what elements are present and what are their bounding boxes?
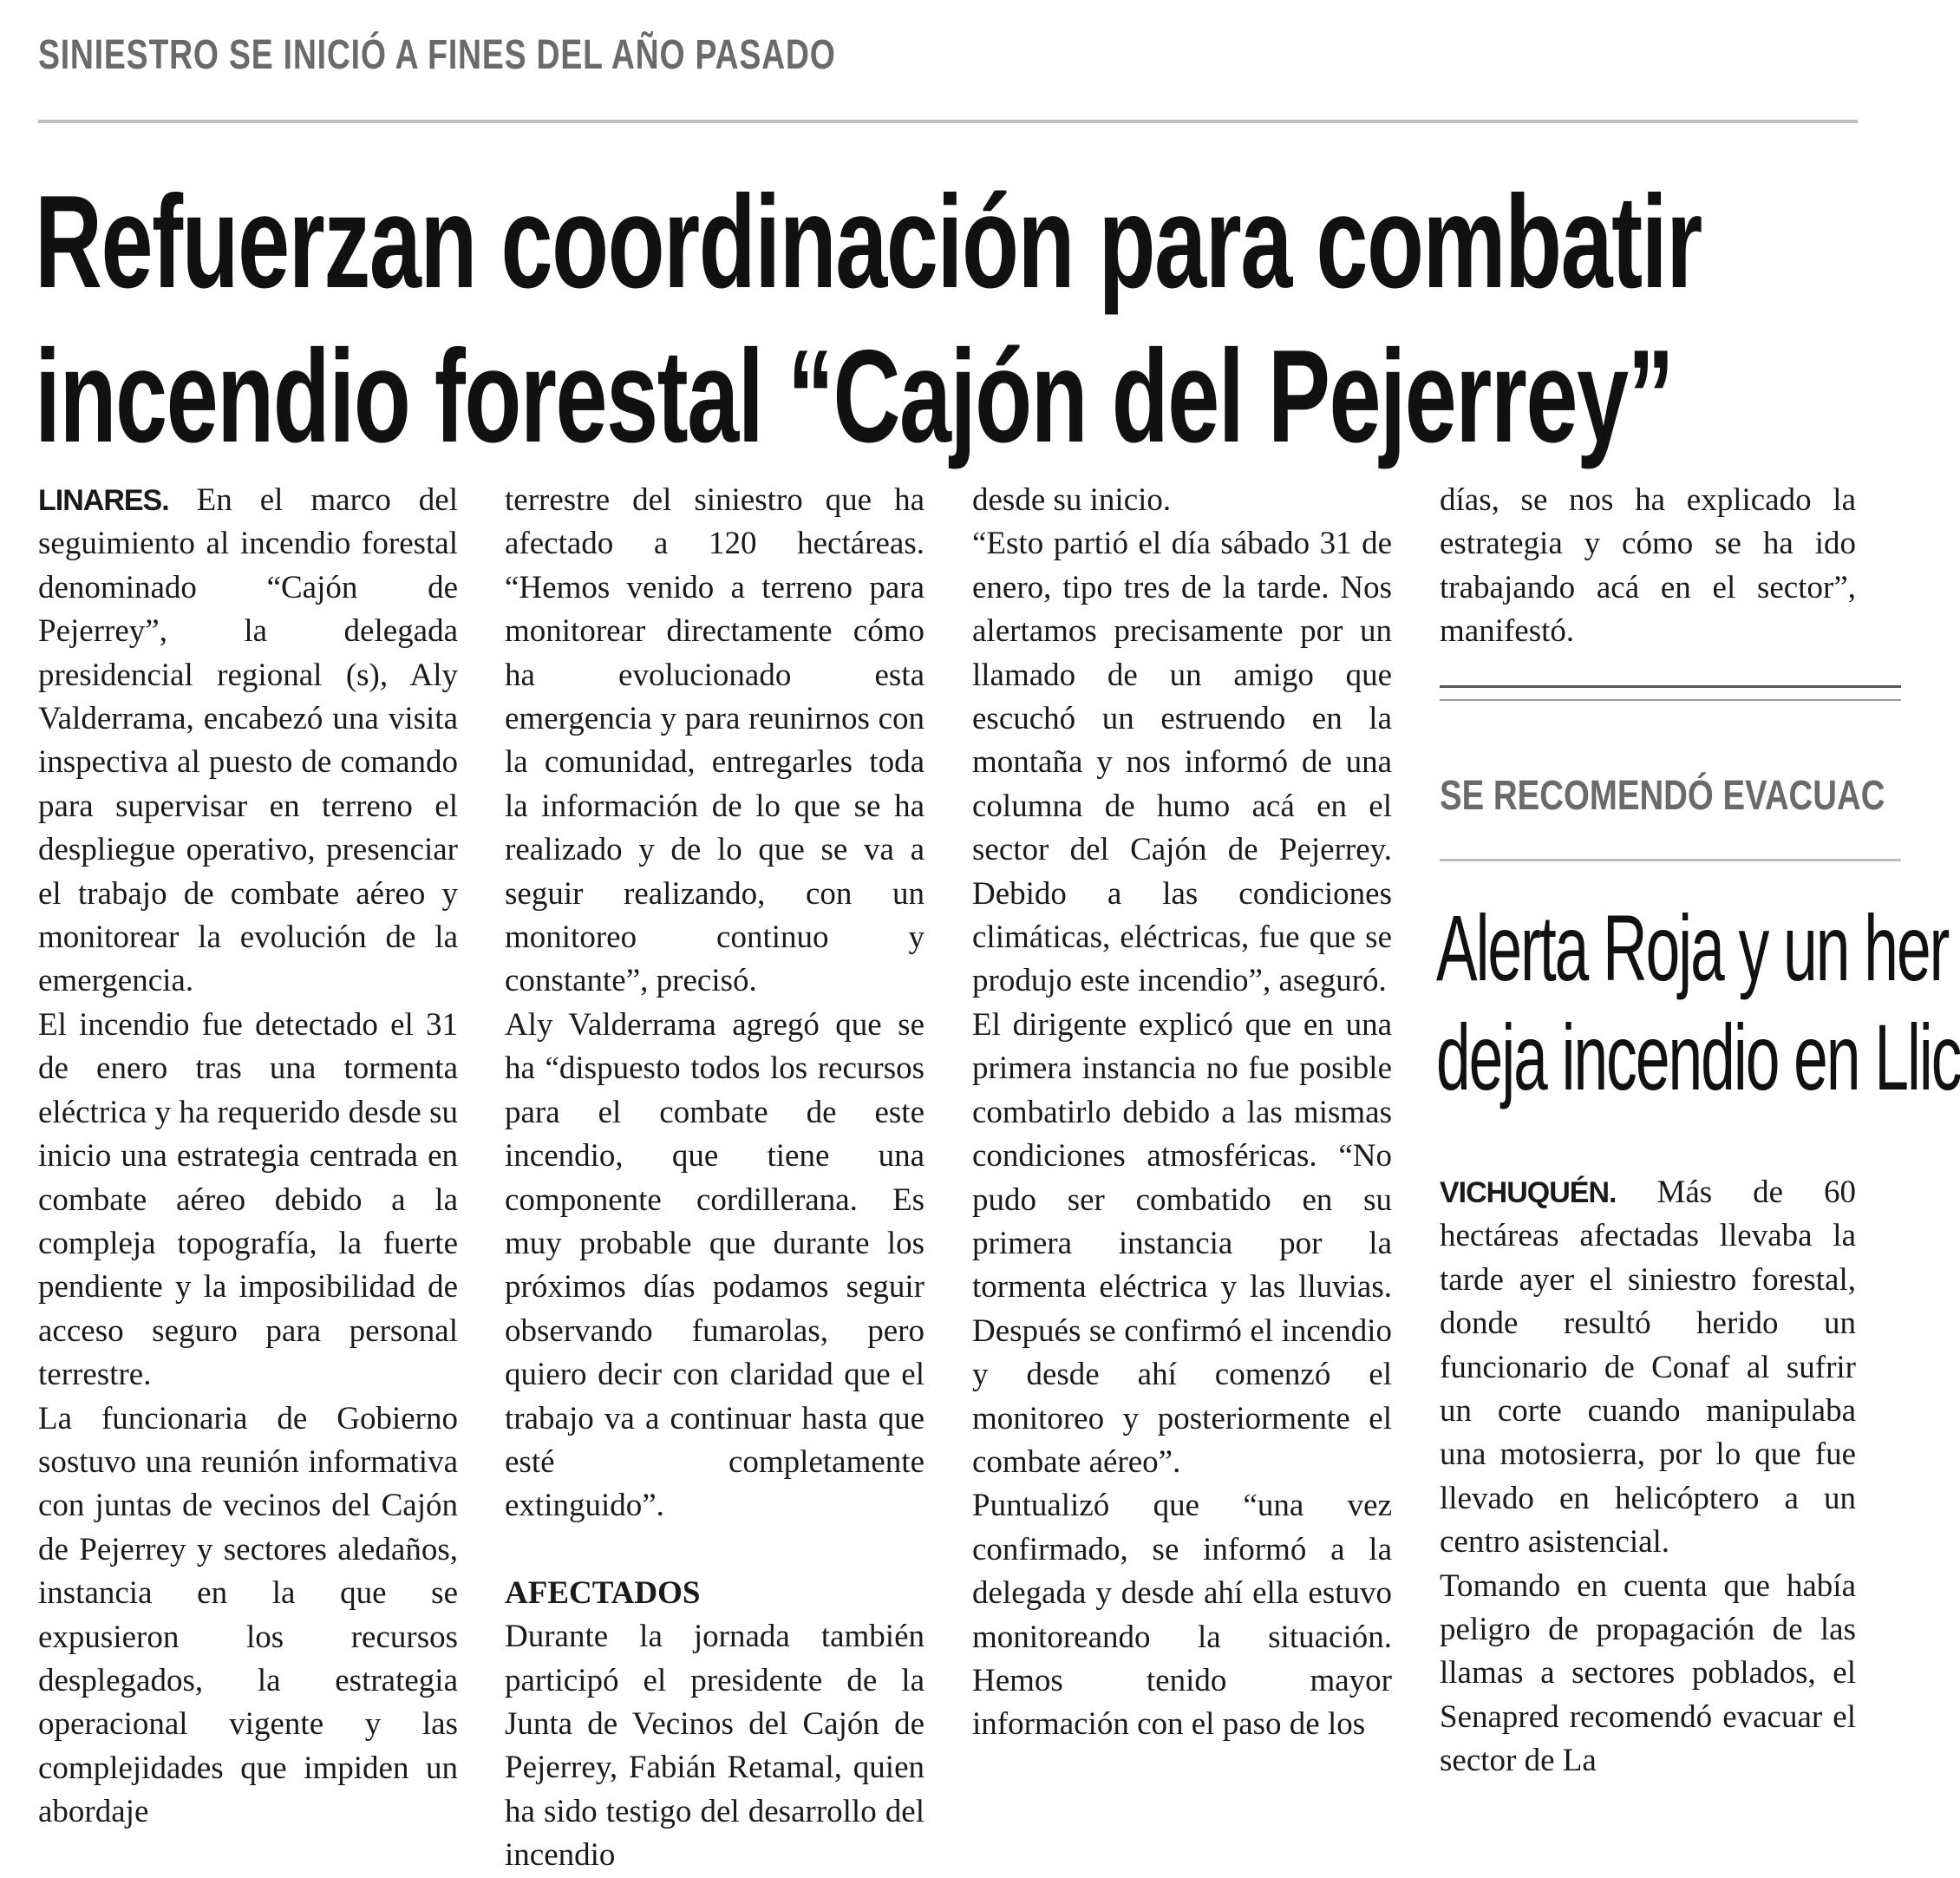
dateline: LINARES. [38,484,169,517]
article-headline [35,165,1759,474]
side-article-body [1440,1171,1856,1783]
paragraph: desde su inicio. [972,482,1172,518]
paragraph-text: En el marco del seguimiento al incendio forestal denominado “Cajón de Pejerrey”, la delegada presidencial regional (s), Aly Valderrama, encabezó una visita inspectiva al puesto de comando para supervisar en terreno el despliegue operativo, presenciar el trabajo de combate aéreo y monitorear la evolución de la emergencia. [38,482,459,999]
article-column-3 [972,479,1392,1747]
side-divider [1440,685,1901,688]
side-article-kicker: SE RECOMENDÓ EVACUAC [1440,773,1885,819]
paragraph [1440,1171,1856,1565]
section-subhead: AFECTADOS [505,1574,701,1611]
paragraph: Tomando en cuenta que había peligro de propagación de las llamas a sectores poblados, el Senapred recomendó evacuar el sector de La [1440,1567,1856,1779]
paragraph: Durante la jornada también participó el presidente de la Junta de Vecinos del Cajón de Pejerrey, Fabián Retamal, quien ha sido testigo del desarrollo del incendio [505,1619,924,1874]
article-kicker: SINIESTRO SE INICIÓ A FINES DEL AÑO PASADO [38,32,836,78]
side-headline-line-1: Alerta Roja y un her [1436,895,1949,1000]
paragraph: Puntualizó que “una vez confirmado, se informó a la delegada y desde ahí ella estuvo monitoreando la situación. Hemos tenido mayor información con el paso de los [972,1488,1392,1743]
paragraph: días, se nos ha explicado la estrategia y cómo se ha ido trabajando acá en el sector”, manifestó. [1440,482,1856,650]
article-column-1 [38,479,458,1835]
paragraph: terrestre del siniestro que ha afectado a 120 hectáreas. “Hemos venido a terreno para monitorear directamente cómo ha evolucionado esta emergencia y para reunirnos con la comunidad, entregarles toda la información de lo que se ha realizado y de lo que se va a seguir realizando, con un monitoreo continuo y constante”, precisó. [505,482,924,999]
paragraph: El dirigente explicó que en una primera instancia no fue posible combatirlo debido a las mismas condiciones atmosféricas. “No pudo ser combatido en su primera instancia por la tormenta eléctrica y las lluvias. Después se confirmó el incendio y desde ahí comenzó el monitoreo y posteriormente el combate aéreo”. [972,1006,1392,1480]
side-headline-line-2: deja incendio en Llic [1436,1004,1960,1109]
paragraph: El incendio fue detectado el 31 de enero tras una tormenta eléctrica y ha requerido desde su inicio una estrategia centrada en combate aéreo debido a la compleja topografía, la fuerte pendiente y la imposibilidad de acceso seguro para personal terrestre. [38,1006,458,1393]
side-dateline: VICHUQUÉN. [1440,1176,1617,1209]
paragraph: “Esto partió el día sábado 31 de enero, tipo tres de la tarde. Nos alertamos precisamente por un llamado de un amigo que escuchó un estruendo en la montaña y nos informó de una columna de humo acá en el sector del Cajón de Pejerrey. Debido a las condiciones climáticas, eléctricas, fue que se produjo este incendio”, aseguró. [972,526,1392,999]
side-divider-thin [1440,699,1901,701]
top-divider [38,120,1858,123]
side-article-headline [1436,893,1960,1112]
paragraph: La funcionaria de Gobierno sostuvo una reunión informativa con juntas de vecinos del Cajón de Pejerrey y sectores aledaños, instancia en la que se expusieron los recursos desplegados, la estrategia operacional vigente y las complejidades que impiden un abordaje [38,1400,458,1830]
headline-line-2: incendio forestal “Cajón del Pejerrey” [35,323,1674,470]
paragraph-text: Más de 60 hectáreas afectadas llevaba la tarde ayer el siniestro forestal, donde resultó herido un funcionario de Conaf al sufrir un corte cuando manipulaba una motosierra, por lo que fue llevado en helicóptero a un centro asistencial. [1440,1175,1856,1561]
article-column-2 [505,479,924,1878]
article-column-4 [1440,479,1856,654]
side-kicker-divider [1440,859,1901,861]
paragraph: Aly Valderrama agregó que se ha “dispuesto todos los recursos para el combate de este incendio, que tiene una componente cordillerana. Es muy probable que durante los próximos días podamos seguir observando fumarolas, pero quiero decir con claridad que el trabajo va a continuar hasta que esté completamente extinguido”. [505,1006,924,1524]
headline-line-1: Refuerzan coordinación para combatir [35,168,1702,316]
paragraph [38,479,458,1004]
